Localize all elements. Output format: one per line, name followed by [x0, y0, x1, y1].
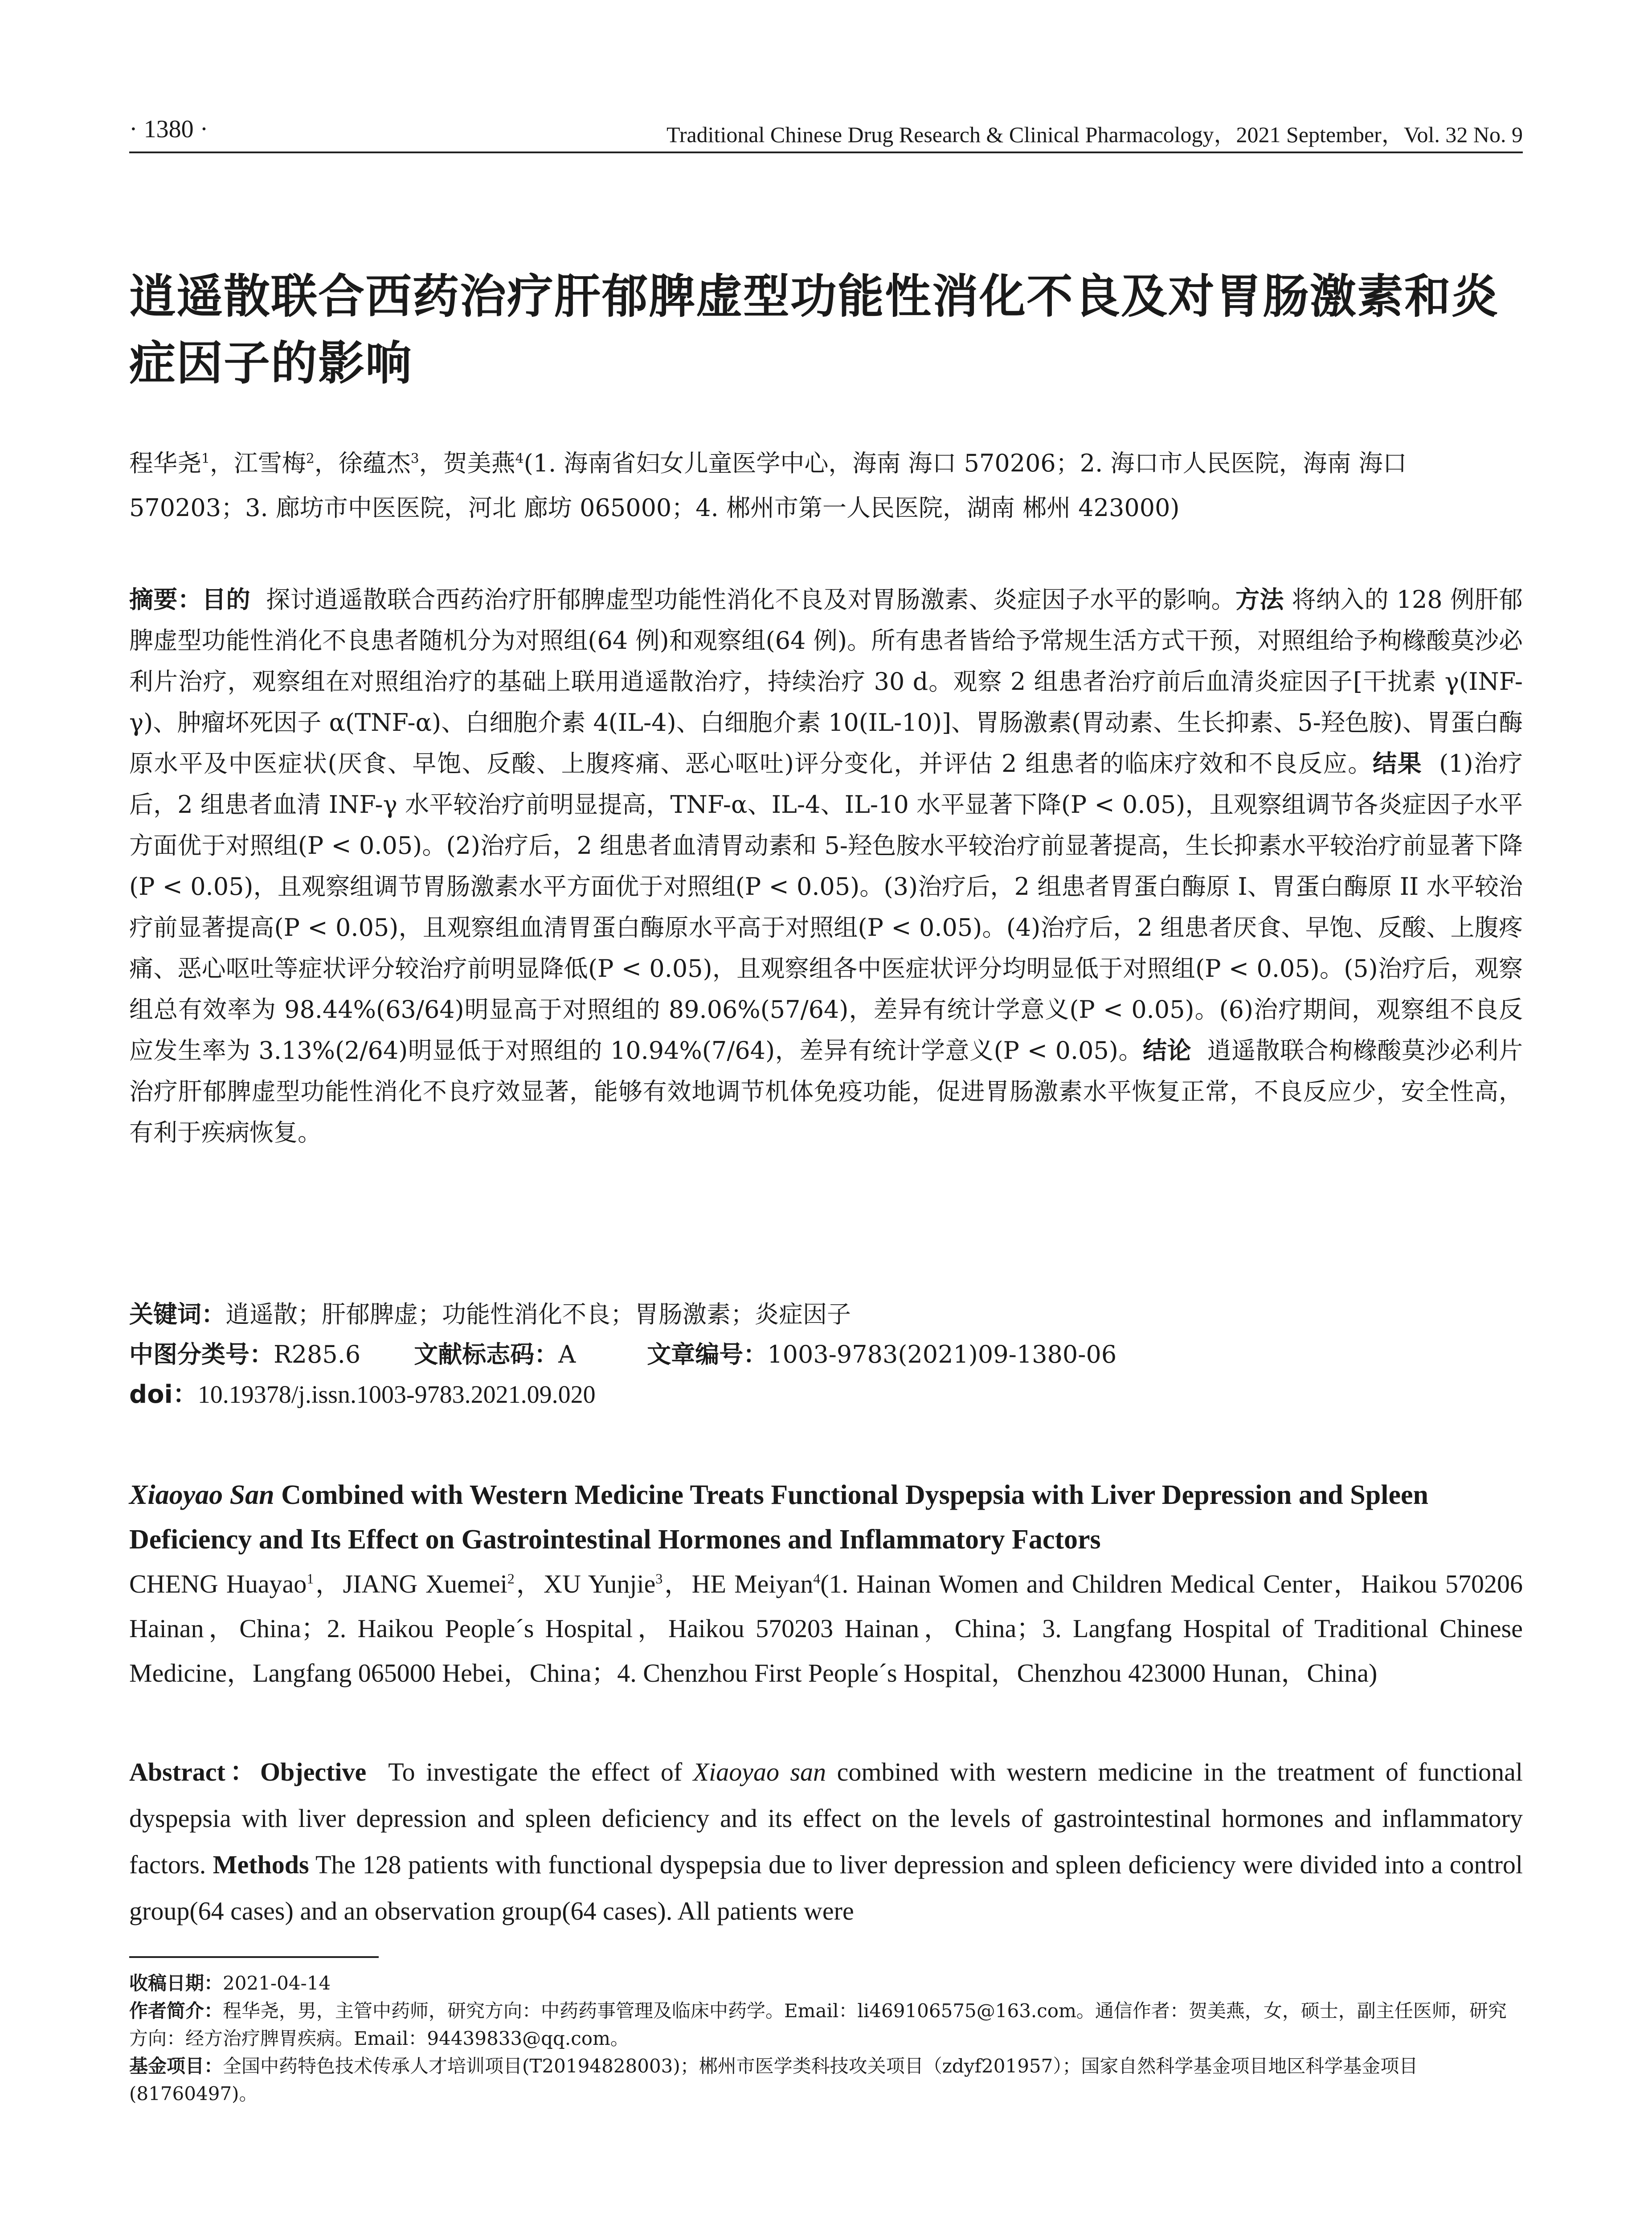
clc-label: 中图分类号：: [129, 1340, 274, 1368]
methods-en-text: The 128 patients with functional dyspepsia due to liver depression and spleen deficiency were divided into a control group(64 cases) and an observation group(64 cases). All patients were: [129, 1850, 1523, 1925]
keywords-value: 逍遥散；肝郁脾虚；功能性消化不良；胃肠激素；炎症因子: [225, 1300, 851, 1328]
affiliation-mark: 2: [306, 451, 315, 467]
author-name: CHENG Huayao: [129, 1569, 307, 1598]
title-en-italic: Xiaoyao San: [129, 1480, 274, 1510]
author-name: 程华尧: [129, 449, 201, 477]
funding-value: 全国中药特色技术传承人才培训项目(T20194828003)；郴州市医学类科技攻关项目（zdyf201957）；国家自然科学基金项目地区科学基金项目(81760497)。: [129, 2055, 1418, 2105]
footnotes: [129, 1970, 1523, 2108]
author-name: XU Yunjie: [544, 1569, 656, 1598]
author-name: 江雪梅: [233, 449, 306, 477]
page-number: · 1380 ·: [129, 115, 209, 143]
doc-code-value: A: [558, 1340, 576, 1368]
objective-en-post: combined with western medicine in the treatment of functional dyspepsia with liver depression and spleen deficiency and its effect on the levels of gastrointestinal hormones and inflammatory factors.: [129, 1757, 1523, 1879]
author-name: HE Meiyan: [691, 1569, 814, 1598]
affiliations-en: (1. Hainan Women and Children Medical Center，Haikou 570206 Hainan，China；2. Haikou People´s Hospital，Haikou 570203 Hainan，China；3. Langfang Hospital of Traditional Chinese Medicine，Langfang 065000 Hebei，China；4. Chenzhou First People´s Hospital，Chenzhou 423000 Hunan，China): [129, 1569, 1523, 1687]
title-en-rest: Combined with Western Medicine Treats Functional Dyspepsia with Liver Depression and Spleen Deficiency and Its Effect on Gastrointestinal Hormones and Inflammatory Factors: [129, 1480, 1428, 1555]
keywords-label: 关键词：: [129, 1300, 225, 1328]
keywords-zh: [129, 1294, 1523, 1335]
author-profile-value: 程华尧，男，主管中药师，研究方向：中药药事管理及临床中药学。Email：li469106575@163.com。通信作者：贺美燕，女，硕士，副主任医师，研究方向：经方治疗脾胃疾病。Email：94439833@qq.com。: [129, 2000, 1507, 2049]
affiliation-mark: 3: [410, 451, 419, 467]
author-profile-label: 作者简介：: [129, 2000, 223, 2022]
affiliation-mark: 1: [307, 1571, 314, 1587]
author-list-zh: 程华尧$^1$，江雪梅$^2$，徐蕴杰$^3$，贺美燕$^4$(1. 海南省妇女儿童医学中心，海南 海口 570206；2. 海口市人民医院，海南 海口 570203；3. 廊坊市中医医院，河北 廊坊 065000；4. 郴州市第一人民医院，湖南 郴州 423000): [129, 449, 1407, 522]
author-name: 徐蕴杰: [338, 449, 411, 477]
clc-value: R285.6: [274, 1340, 361, 1368]
author-profile: [129, 1997, 1523, 2052]
doi-value: 10.19378/j.issn.1003-9783.2021.09.020: [197, 1381, 596, 1409]
results-label: 结果: [1372, 749, 1423, 778]
abstract-en: [129, 1749, 1523, 1934]
affiliation-mark: 4: [813, 1571, 821, 1587]
results-text: (1)治疗后，2 组患者血清 INF-γ 水平较治疗前明显提高，TNF-α、IL-4、IL-10 水平显著下降(P < 0.05)，且观察组调节各炎症因子水平方面优于对照组(P < 0.05)。(2)治疗后，2 组患者血清胃动素和 5-羟色胺水平较治疗前显著提高，生长抑素水平较治疗前显著下降(P < 0.05)，且观察组调节胃肠激素水平方面优于对照组(P < 0.05)。(3)治疗后，2 组患者胃蛋白酶原 I、胃蛋白酶原 II 水平较治疗前显著提高(P < 0.05)，且观察组血清胃蛋白酶原水平高于对照组(P < 0.05)。(4)治疗后，2 组患者厌食、早饱、反酸、上腹疼痛、恶心呕吐等症状评分较治疗前明显降低(P < 0.05)，且观察组各中医症状评分均明显低于对照组(P < 0.05)。(5)治疗后，观察组总有效率为 98.44%(63/64)明显高于对照组的 89.06%(57/64)，差异有统计学意义(P < 0.05)。(6)治疗期间，观察组不良反应发生率为 3.13%(2/64)明显低于对照组的 10.94%(7/64)，差异有统计学意义(P < 0.05)。: [129, 749, 1523, 1065]
affiliation-mark: 2: [507, 1571, 515, 1587]
article-no-value: 1003-9783(2021)09-1380-06: [767, 1340, 1117, 1368]
affiliations-zh: (1. 海南省妇女儿童医学中心，海南 海口 570206；2. 海口市人民医院，海南 海口 570203；3. 廊坊市中医医院，河北 廊坊 065000；4. 郴州市第一人民医院，湖南 郴州 423000): [129, 449, 1407, 522]
affiliation-mark: 4: [515, 451, 524, 467]
doc-code-label: 文献标志码：: [414, 1340, 559, 1368]
running-header: Traditional Chinese Drug Research & Clinical Pharmacology，2021 September，Vol. 32 No. 9: [667, 122, 1523, 147]
objective-en-pre: To investigate the effect of: [388, 1757, 693, 1786]
received-date: [129, 1970, 1523, 1997]
footnote-divider: [129, 1956, 379, 1958]
article-title-en: [129, 1473, 1523, 1562]
objective-text: 探讨逍遥散联合西药治疗肝郁脾虚型功能性消化不良及对胃肠激素、炎症因子水平的影响。: [266, 586, 1236, 614]
abstract-en-label: Abstract：: [129, 1757, 260, 1786]
header-divider: [129, 152, 1523, 153]
funding-label: 基金项目：: [129, 2055, 223, 2077]
author-name: JIANG Xuemei: [343, 1569, 507, 1598]
objective-label: 目的: [202, 586, 250, 614]
doi-label: doi：: [129, 1380, 198, 1409]
abstract-zh: [129, 579, 1523, 1153]
author-list-en: CHENG Huayao$^1$，JIANG Xuemei$^2$，XU Yunjie$^3$，HE Meiyan$^4$(1. Hainan Women and Children Medical Center，Haikou 570206 Hainan，China；2. Haikou People´s Hospital，Haikou 570203 Hainan，China；3. Langfang Hospital of Traditional Chinese Medicine，Langfang 065000 Hebei，China；4. Chenzhou First People´s Hospital，Chenzhou 423000 Hunan，China): [129, 1569, 1523, 1687]
author-name: 贺美燕: [443, 449, 515, 477]
received-label: 收稿日期：: [129, 1972, 223, 1994]
methods-label: 方法: [1235, 586, 1284, 614]
methods-text: 将纳入的 128 例肝郁脾虚型功能性消化不良患者随机分为对照组(64 例)和观察组(64 例)。所有患者皆给予常规生活方式干预，对照组给予枸橼酸莫沙必利片治疗，观察组在对照组治疗的基础上联用逍遥散治疗，持续治疗 30 d。观察 2 组患者治疗前后血清炎症因子[干扰素 γ(INF-γ)、肿瘤坏死因子 α(TNF-α)、白细胞介素 4(IL-4)、白细胞介素 10(IL-10)]、胃肠激素(胃动素、生长抑素、5-羟色胺)、胃蛋白酶原水平及中医症状(厌食、早饱、反酸、上腹疼痛、恶心呕吐)评分变化，并评估 2 组患者的临床疗效和不良反应。: [129, 586, 1523, 778]
objective-en-label: Objective: [260, 1757, 367, 1786]
classification-line: [129, 1335, 1523, 1375]
methods-en-label: Methods: [213, 1850, 309, 1879]
funding: [129, 2052, 1523, 2108]
conclusion-text: 逍遥散联合枸橼酸莫沙必利片治疗肝郁脾虚型功能性消化不良疗效显著，能够有效地调节机体免疫功能，促进胃肠激素水平恢复正常，不良反应少，安全性高，有利于疾病恢复。: [129, 1036, 1523, 1147]
doi-line: [129, 1375, 1523, 1415]
abstract-label: 摘要：: [129, 586, 202, 614]
conclusion-label: 结论: [1143, 1036, 1192, 1065]
affiliation-mark: 3: [655, 1571, 663, 1587]
received-value: 2021-04-14: [223, 1972, 331, 1994]
objective-en-italic: Xiaoyao san: [693, 1757, 826, 1786]
article-no-label: 文章编号：: [647, 1340, 768, 1368]
article-title-zh: 逍遥散联合西药治疗肝郁脾虚型功能性消化不良及对胃肠激素和炎症因子的影响: [129, 269, 1499, 390]
affiliation-mark: 1: [201, 451, 210, 467]
